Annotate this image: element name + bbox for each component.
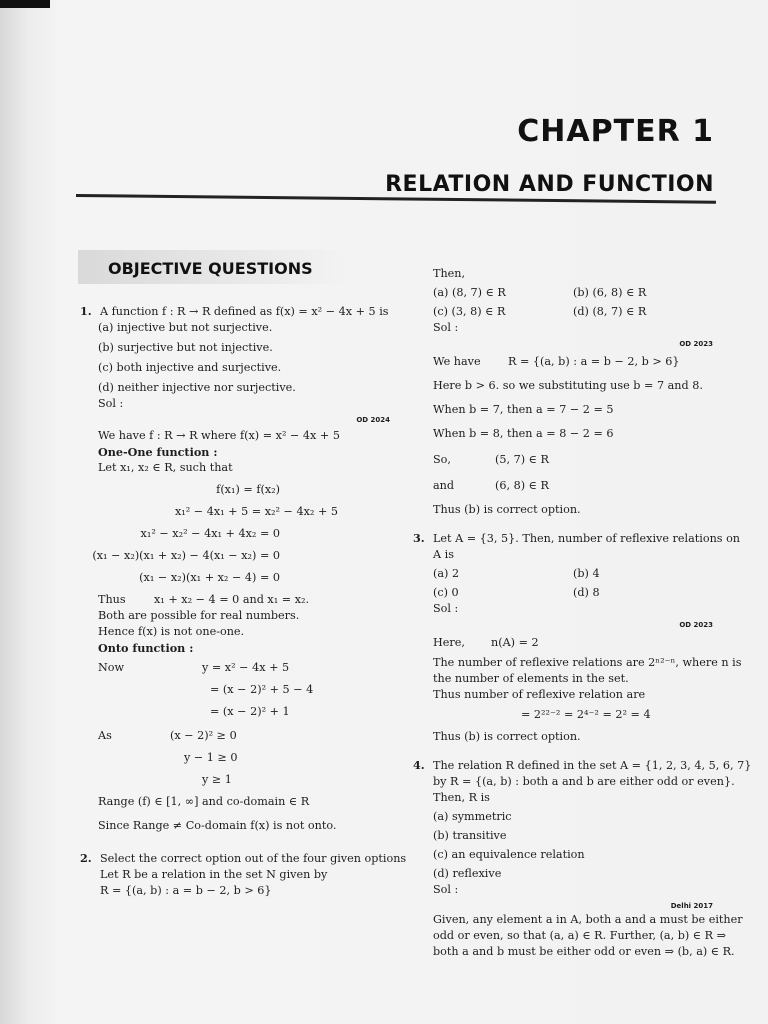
- question-4: [413, 757, 752, 960]
- question-number: 3.: [413, 531, 425, 545]
- sol-label: Sol :: [433, 602, 459, 615]
- option-c: (c) an equivalence relation: [433, 848, 585, 861]
- math-label: Here,: [433, 636, 465, 649]
- solution-line: The number of reflexive relations are 2ⁿ²⁻ⁿ, where n is: [433, 656, 742, 669]
- option-c: (c) 0: [433, 586, 459, 599]
- math-line: x₁ + x₂ − 4 = 0 and x₁ = x₂.: [154, 593, 310, 606]
- subheading: One-One function :: [98, 445, 218, 459]
- exam-tag: Delhi 2017: [670, 902, 713, 910]
- solution-line: both a and b must be either odd or even ⇒ (b, a) ∈ R.: [433, 945, 735, 958]
- math-line: (x₁ − x₂)(x₁ + x₂) − 4(x₁ − x₂) = 0: [92, 549, 280, 562]
- math-line: y ≥ 1: [202, 773, 232, 786]
- question-2: [80, 850, 407, 899]
- exam-tag: OD 2023: [679, 621, 713, 629]
- solution-line: We have f : R → R where f(x) = x² − 4x + 5: [98, 429, 340, 442]
- option-a: (a) 2: [433, 567, 460, 580]
- exam-tag: OD 2024: [356, 416, 390, 424]
- question-text: The relation R defined in the set A = {1, 2, 3, 4, 5, 6, 7}: [433, 759, 752, 772]
- section-title: OBJECTIVE QUESTIONS: [108, 259, 313, 278]
- math-line: (6, 8) ∈ R: [495, 479, 549, 492]
- question-text: Let A = {3, 5}. Then, number of reflexive relations on: [433, 532, 741, 545]
- option-d: (d) reflexive: [433, 867, 502, 880]
- subheading: Onto function :: [98, 641, 194, 655]
- math-line: (x − 2)² ≥ 0: [170, 729, 237, 742]
- math-label: Now: [98, 661, 125, 674]
- solution-line: Both are possible for real numbers.: [98, 609, 300, 622]
- question-text: A is: [433, 548, 454, 561]
- option-a: (a) (8, 7) ∈ R: [433, 286, 506, 299]
- math-label: As: [98, 729, 112, 742]
- question-text: A function f : R → R defined as f(x) = x² − 4x + 5 is: [100, 305, 389, 318]
- math-line: R = {(a, b) : a = b − 2, b > 6}: [508, 355, 680, 368]
- solution-line: Thus (b) is correct option.: [433, 730, 581, 743]
- math-line: y − 1 ≥ 0: [184, 751, 238, 764]
- question-number: 2.: [80, 851, 92, 865]
- math-line: (x₁ − x₂)(x₁ + x₂ − 4) = 0: [139, 571, 280, 584]
- option-b: (b) 4: [573, 567, 600, 580]
- section-banner: [78, 250, 350, 284]
- solution-line: Thus (b) is correct option.: [433, 503, 581, 516]
- solution-line: the number of elements in the set.: [433, 672, 629, 685]
- right-column: [413, 266, 752, 960]
- question-3: [413, 530, 742, 745]
- math-line: = 2²²⁻² = 2⁴⁻² = 2² = 4: [521, 708, 651, 721]
- question-text: Select the correct option out of the four given options: [100, 852, 407, 865]
- question-text: Let R be a relation in the set N given by: [100, 868, 328, 881]
- solution-line: When b = 8, then a = 8 − 2 = 6: [433, 427, 614, 440]
- question-text: Then, R is: [433, 791, 490, 804]
- math-line: n(A) = 2: [491, 636, 539, 649]
- math-line: f(x₁) = f(x₂): [216, 483, 280, 496]
- math-label: So,: [433, 453, 451, 466]
- option-a: (a) injective but not surjective.: [98, 321, 273, 334]
- solution-line: Hence f(x) is not one-one.: [98, 625, 245, 638]
- question-2-continued: [413, 266, 713, 518]
- sol-label: Sol :: [433, 321, 459, 334]
- chapter-number: CHAPTER 1: [517, 114, 714, 149]
- math-line: x₁² − x₂² − 4x₁ + 4x₂ = 0: [140, 527, 280, 540]
- solution-line: Let x₁, x₂ ∈ R, such that: [98, 461, 233, 474]
- question-number: 4.: [413, 758, 425, 772]
- sol-label: Sol :: [433, 883, 459, 896]
- solution-line: Given, any element a in A, both a and a must be either: [433, 913, 743, 926]
- option-d: (d) neither injective nor surjective.: [98, 381, 296, 394]
- solution-line: When b = 7, then a = 7 − 2 = 5: [433, 403, 614, 416]
- option-b: (b) (6, 8) ∈ R: [573, 286, 647, 299]
- question-text: R = {(a, b) : a = b − 2, b > 6}: [100, 884, 272, 897]
- math-label: and: [433, 479, 455, 492]
- question-text: Then,: [433, 267, 466, 280]
- option-c: (c) both injective and surjective.: [98, 361, 282, 374]
- solution-line: Thus number of reflexive relation are: [433, 688, 646, 701]
- solution-line: Range (f) ∈ [1, ∞] and co-domain ∈ R: [98, 795, 310, 808]
- sol-label: Sol :: [98, 397, 124, 410]
- solution-line: Here b > 6. so we substituting use b = 7 and 8.: [433, 379, 703, 392]
- math-line: (5, 7) ∈ R: [495, 453, 549, 466]
- option-b: (b) transitive: [433, 829, 507, 842]
- math-line: = (x − 2)² + 1: [210, 705, 290, 718]
- question-number: 1.: [80, 304, 92, 318]
- math-line: x₁² − 4x₁ + 5 = x₂² − 4x₂ + 5: [174, 505, 338, 518]
- math-line: = (x − 2)² + 5 − 4: [210, 683, 314, 696]
- option-d: (d) 8: [573, 586, 600, 599]
- option-c: (c) (3, 8) ∈ R: [433, 305, 506, 318]
- scan-corner-shadow: [0, 0, 50, 8]
- option-b: (b) surjective but not injective.: [98, 341, 273, 354]
- math-label: Thus: [98, 593, 126, 606]
- chapter-title: RELATION AND FUNCTION: [385, 172, 714, 197]
- question-1: [80, 303, 390, 834]
- question-text: by R = {(a, b) : both a and b are either odd or even}.: [433, 775, 735, 788]
- option-a: (a) symmetric: [433, 810, 512, 823]
- math-line: y = x² − 4x + 5: [202, 661, 290, 674]
- solution-line: Since Range ≠ Co-domain f(x) is not onto.: [98, 819, 337, 832]
- solution-line: odd or even, so that (a, a) ∈ R. Further, (a, b) ∈ R ⇒: [433, 929, 726, 942]
- left-column: [80, 303, 407, 899]
- option-d: (d) (8, 7) ∈ R: [573, 305, 647, 318]
- exam-tag: OD 2023: [679, 340, 713, 348]
- math-label: We have: [433, 355, 481, 368]
